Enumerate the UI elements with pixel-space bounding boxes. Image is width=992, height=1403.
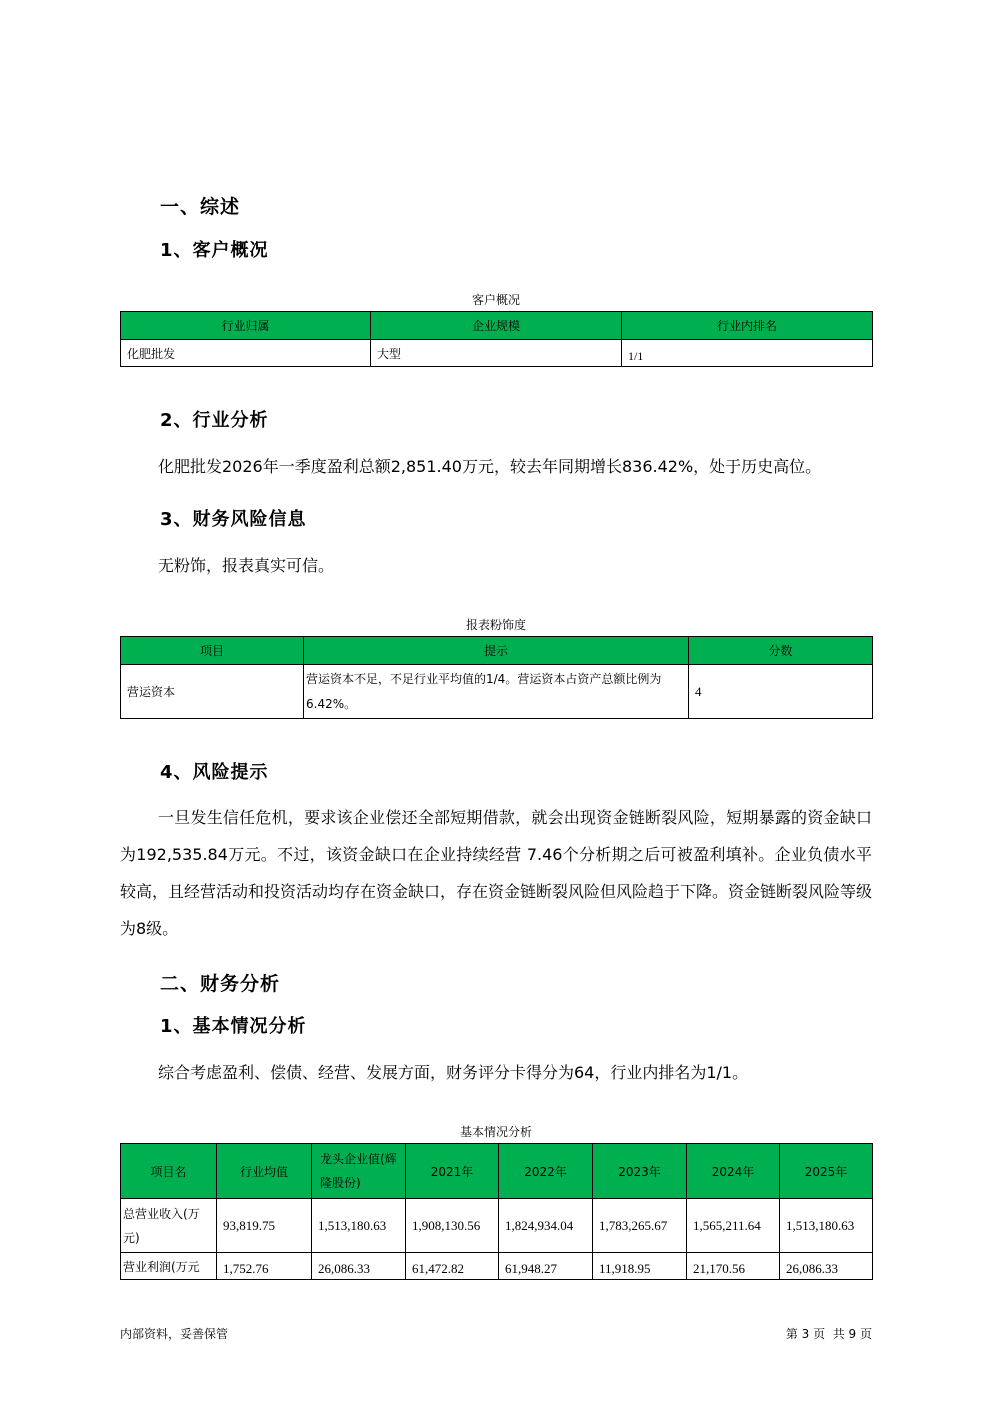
footer-page-number: 第 3 页 共 9 页 xyxy=(785,1327,872,1341)
table-cell: 1,783,265.67 xyxy=(593,1199,687,1253)
table-header: 2025年 xyxy=(780,1144,873,1199)
risk-info-paragraph: 无粉饰，报表真实可信。 xyxy=(158,556,335,575)
table-header: 2023年 xyxy=(593,1144,687,1199)
basic-table xyxy=(120,1143,873,1280)
table-cell: 4 xyxy=(689,665,873,719)
table-cell: 1,824,934.04 xyxy=(499,1199,593,1253)
table-cell: 61,472.82 xyxy=(406,1253,499,1280)
subsection-title-risk-alert: 4、风险提示 xyxy=(160,762,269,783)
table-cell: 营运资本 xyxy=(121,665,304,719)
table-header: 项目名 xyxy=(121,1144,217,1199)
table-header: 提示 xyxy=(304,637,689,665)
table-cell: 1,908,130.56 xyxy=(406,1199,499,1253)
footer-confidential-note: 内部资料，妥善保管 xyxy=(120,1327,229,1341)
table-cell: 1/1 xyxy=(622,340,873,367)
table-cell: 21,170.56 xyxy=(687,1253,780,1280)
table-header: 2024年 xyxy=(687,1144,780,1199)
table-header: 分数 xyxy=(689,637,873,665)
table-cell: 化肥批发 xyxy=(121,340,371,367)
table-cell: 26,086.33 xyxy=(312,1253,406,1280)
table-cell: 11,918.95 xyxy=(593,1253,687,1280)
table-header: 2021年 xyxy=(406,1144,499,1199)
table-row-label: 总营业收入(万元) xyxy=(121,1199,217,1253)
industry-paragraph: 化肥批发2026年一季度盈利总额2,851.40万元，较去年同期增长836.42%，处于历史高位。 xyxy=(158,457,822,476)
section-title-overview: 一、综述 xyxy=(160,196,241,218)
section-title-financial: 二、财务分析 xyxy=(160,973,281,995)
table-header: 龙头企业值(辉隆股份) xyxy=(312,1144,406,1199)
subsection-title-basic: 1、基本情况分析 xyxy=(160,1016,307,1037)
table-cell: 1,752.76 xyxy=(217,1253,312,1280)
table-header: 行业归属 xyxy=(121,312,371,340)
whitewash-table-caption: 报表粉饰度 xyxy=(465,618,526,632)
basic-table-caption: 基本情况分析 xyxy=(459,1125,532,1139)
whitewash-table xyxy=(120,636,873,719)
table-cell: 大型 xyxy=(371,340,622,367)
table-row-label: 营业利润(万元 xyxy=(121,1253,217,1280)
customer-table xyxy=(120,311,873,367)
table-cell: 1,565,211.64 xyxy=(687,1199,780,1253)
table-header: 行业内排名 xyxy=(622,312,873,340)
table-cell: 61,948.27 xyxy=(499,1253,593,1280)
table-cell: 1,513,180.63 xyxy=(780,1199,873,1253)
subsection-title-industry: 2、行业分析 xyxy=(160,410,269,431)
table-cell: 1,513,180.63 xyxy=(312,1199,406,1253)
basic-paragraph: 综合考虑盈利、偿债、经营、发展方面，财务评分卡得分为64，行业内排名为1/1。 xyxy=(158,1063,749,1082)
table-header: 2022年 xyxy=(499,1144,593,1199)
table-cell: 26,086.33 xyxy=(780,1253,873,1280)
risk-alert-paragraph: 一旦发生信任危机，要求该企业偿还全部短期借款，就会出现资金链断裂风险，短期暴露的资金缺口为192,535.84万元。不过，该资金缺口在企业持续经营 7.46个分析期之后可被盈利填补。企业负债水平较高，且经营活动和投资活动均存在资金缺口，存在资金链断裂风险但风险趋于下降。资金链断裂风险等级为8级。 xyxy=(120,808,873,938)
table-cell: 93,819.75 xyxy=(217,1199,312,1253)
table-cell: 营运资本不足，不足行业平均值的1/4。营运资本占资产总额比例为6.42%。 xyxy=(304,665,689,719)
subsection-title-risk-info: 3、财务风险信息 xyxy=(160,509,307,530)
table-header: 项目 xyxy=(121,637,304,665)
table-header: 企业规模 xyxy=(371,312,622,340)
customer-table-caption: 客户概况 xyxy=(471,293,520,307)
subsection-title-customer: 1、客户概况 xyxy=(160,240,269,261)
table-header: 行业均值 xyxy=(217,1144,312,1199)
